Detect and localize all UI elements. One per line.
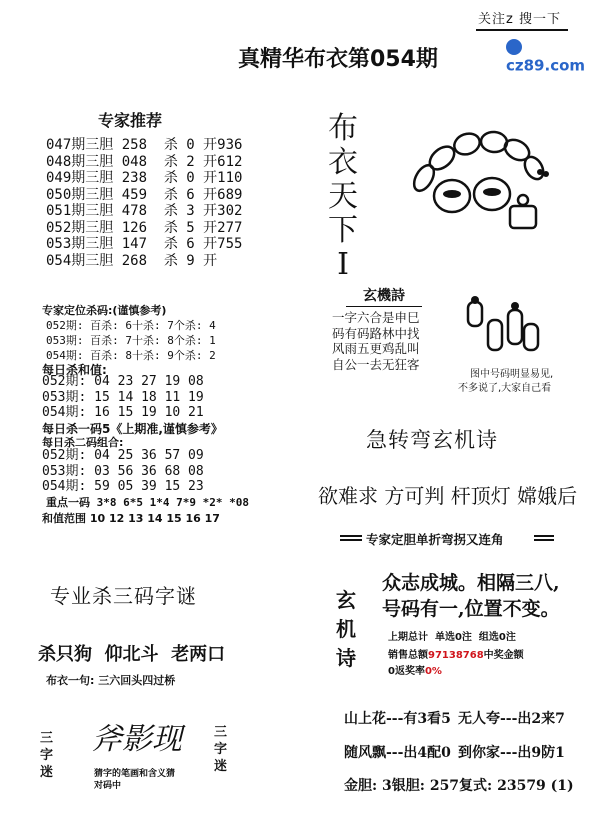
stats-value-red: 0% [424,666,442,677]
dingwei-row: 054期: 百杀: 8十杀: 9个杀: 2 [46,349,216,362]
zimi-center-sub-2: 对码中 [94,781,122,791]
dingwei-list [46,318,216,363]
zhuanjia-banner [340,530,560,548]
xuanjishi-char: 诗 [336,646,356,670]
vase-illustration [462,294,544,358]
xuanjishi-char: 机 [336,617,356,641]
zimi-right [214,724,227,775]
bottom-line-3: 金胆: 3银胆: 257复式: 23579 (1) [344,778,574,794]
buyi-char: 衣 [328,145,358,180]
zimi-center-big: 斧影现 [92,722,182,757]
bottom-line-2a: 随风飘---出4配0 [344,745,451,761]
xuanji-poem-lines [332,310,436,372]
dingwei-title: 专家定位杀码:(谨慎参考) [42,304,167,317]
xuanji-poem-line: 码有码路林中找 [332,325,420,341]
expert-row: 054期三胆 268 杀 9 开 [46,252,218,269]
stats-value-red: 97138768 [428,650,484,661]
erma-row: 054期: 59 05 39 15 23 [42,479,204,494]
xuanji-poem-line: 风雨五更鸡乱叫 [332,341,420,356]
zhong-line-1: 众志成城。相隔三八, [382,572,560,594]
xuanji-poem-box [332,285,436,372]
zimi-right-char: 字 [214,742,228,757]
expert-row: 053期三胆 147 杀 6 开755 [46,236,243,252]
zhong-stats-3 [388,662,442,677]
zimi-left-char: 迷 [40,765,54,780]
expert-row: 050期三胆 459 杀 6 开689 [46,186,243,203]
topright-text: 关注z 搜一下 [478,12,561,27]
coin-chain-illustration [412,128,562,248]
bottom-line-1b: 无人夸---出2来7 [458,711,565,727]
zimi-center-sub-1: 猜字的笔画和含义猜 [94,769,176,779]
dingwei-row: 053期: 百杀: 7十杀: 8个杀: 1 [46,334,216,347]
globe-icon [506,39,522,55]
shayima-text: 每日杀一码5《上期准,谨慎参考》 [42,422,223,436]
xuanjishi-char: 玄 [336,588,356,612]
stats-label: 0返奖率 [388,666,425,677]
hezhi-title: 每日杀和值: [42,363,107,377]
zimi-left [40,730,53,781]
zimi-right-char: 迷 [214,759,228,774]
dingwei-row: 052期: 百杀: 6十杀: 7个杀: 4 [46,319,216,332]
tu-caption-line: 图中号码明显易见, [470,369,554,380]
zhong-stats-2 [388,646,524,661]
zhong-stats-1: 上期总计 单选0注 组选0注 [388,632,516,643]
buyi-char: 下 [328,213,358,248]
banner-text: 专家定胆单折弯拐又连角 [366,532,504,547]
banner-rule-right [534,539,554,541]
erma-row: 053期: 03 56 36 68 08 [42,463,204,479]
buyi-char: 天 [328,179,358,214]
sanma-title: 专业杀三码字谜 [50,584,197,608]
tu-caption [458,368,553,396]
sanma-sub: 布衣一句: 三六回头四过桥 [46,674,176,687]
expert-row: 052期三胆 126 杀 5 开277 [46,219,243,236]
zhong-line-2: 号码有一,位置不变。 [382,598,560,620]
banner-rule-right [534,535,554,537]
xuanji-poem-title: 玄機詩 [346,285,422,307]
stats-label: 销售总额 [388,650,428,661]
hezhi-row: 052期: 04 23 27 19 08 [42,374,204,389]
expert-title: 专家推荐 [98,111,163,130]
stats-label: 中奖金额 [483,650,524,661]
zhongdian-text: 重点一码 3*8 6*5 1*4 7*9 *2* *08 [46,496,249,509]
sanma-line: 杀只狗 仰北斗 老两口 [38,644,226,665]
expert-row: 047期三胆 258 杀 0 开936 [46,137,243,153]
jizhuan-title: 急转弯玄机诗 [366,428,498,452]
expert-row: 048期三胆 048 杀 2 开612 [46,153,243,170]
topright-underline [476,29,568,31]
erma-title: 每日杀二码组合: [42,436,124,449]
hezhi-row: 053期: 15 14 18 11 19 [42,389,204,405]
erma-list [42,448,204,495]
banner-rule-left [340,539,362,541]
buyi-char: 布 [328,111,358,146]
erma-row: 052期: 04 25 36 57 09 [42,448,204,463]
page-title: 真精华布衣第054期 [238,47,438,72]
expert-row: 051期三胆 478 杀 3 开302 [46,203,243,219]
tu-caption-line: 不多说了,大家自己看 [458,383,552,394]
expert-list [46,137,242,269]
xuanji-poem-line: 一字六合是申巳 [332,310,420,325]
site-logo [506,36,594,75]
expert-row: 049期三胆 238 杀 0 开110 [46,170,243,186]
zimi-right-char: 三 [214,725,228,740]
hezhi-row: 054期: 16 15 19 10 21 [42,405,204,420]
bottom-line-1a: 山上花---有3看5 [344,711,451,727]
bottom-line-2b: 到你家---出9防1 [458,745,565,761]
site-name: cz89.com [506,56,586,75]
buyi-char: I [337,247,349,282]
zimi-left-char: 字 [40,748,54,763]
buyi-vertical [326,112,360,282]
xuanji-poem-line: 自公一去无狂客 [332,356,420,372]
jizhuan-line: 欲难求 方可判 杆顶灯 嫦娥后 [318,484,578,508]
zimi-left-char: 三 [40,731,54,746]
hezhi-list [42,374,204,421]
banner-rule-left [340,535,362,537]
hezhifanwei-text: 和值范围 10 12 13 14 15 16 17 [42,512,220,525]
xuanjishi-vertical [336,586,356,673]
